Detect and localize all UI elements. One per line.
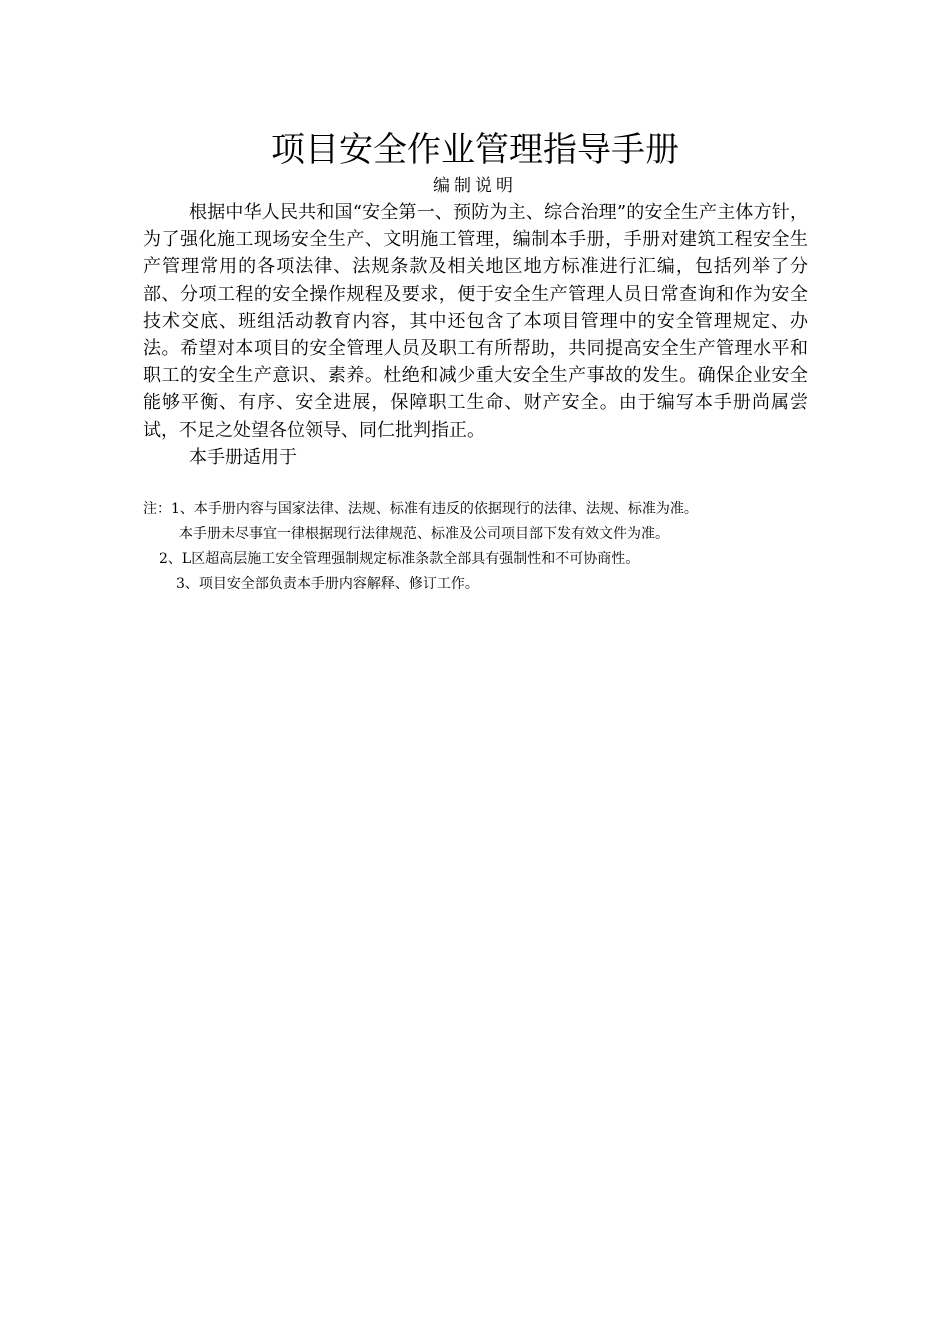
document-title: 项目安全作业管理指导手册 [271,130,679,170]
note-line: 本手册未尽事宜一律根据现行法律规范、标准及公司项目部下发有效文件为准。 [179,526,669,542]
notes-section [143,497,823,597]
note-line: 注：1、本手册内容与国家法律、法规、标准有违反的依据现行的法律、法规、标准为准。 [143,501,698,517]
body-paragraph: 本手册适用于 [189,446,297,468]
document-body [143,199,808,471]
note-line: 2、L区超高层施工安全管理强制规定标准条款全部具有强制性和不可协商性。 [159,551,640,567]
document-subtitle: 编制说明 [433,176,517,196]
body-paragraph: 根据中华人民共和国“安全第一、预防为主、综合治理”的安全生产主体方针，为了强化施工现场安全生产、文明施工管理，编制本手册，手册对建筑工程安全生产管理常用的各项法律、法规条款及相关地区地方标准进行汇编，包括列举了分部、分项工程的安全操作规程及要求，便于安全生产管理人员日常查询和作为安全技术交底、班组活动教育内容，其中还包含了本项目管理中的安全管理规定、办法。希望对本项目的安全管理人员及职工有所帮助，共同提高安全生产管理水平和职工的安全生产意识、素养。杜绝和减少重大安全生产事故的发生。确保企业安全能够平衡、有序、安全进展，保障职工生命、财产安全。由于编写本手册尚属尝试，不足之处望各位领导、同仁批判指正。 [143,202,808,441]
note-line: 3、项目安全部负责本手册内容解释、修订工作。 [176,576,479,592]
